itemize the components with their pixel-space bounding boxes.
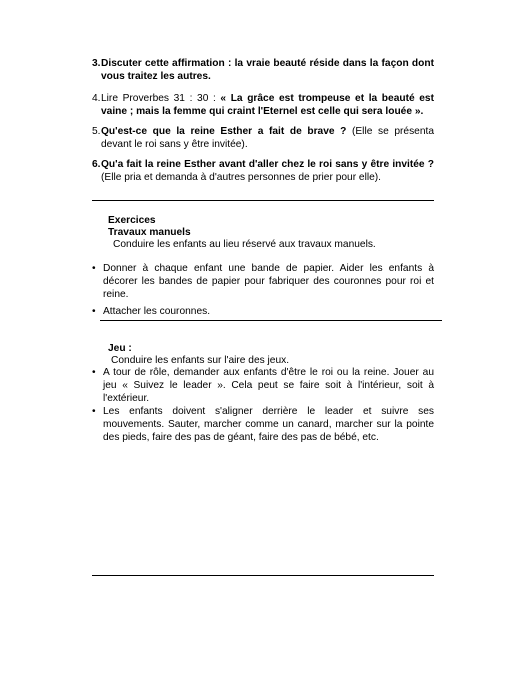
question-number: 5.: [92, 126, 101, 137]
list-item: • A tour de rôle, demander aux enfants d'être le roi ou la reine. Jouer au jeu « Suivez le leader ». Cela peut se faire soit à l'intérieur, soit à l'extérieur.: [92, 367, 434, 404]
travaux-manuels-list: [92, 262, 434, 322]
bullet-icon: •: [92, 263, 96, 274]
question-text: Discuter cette affirmation : la vraie beauté réside dans la façon dont vous traitez les autres.: [101, 58, 434, 82]
question-number: 6.: [92, 159, 101, 170]
question-3: [92, 57, 434, 83]
exercices-intro: Conduire les enfants au lieu réservé aux travaux manuels.: [113, 239, 376, 250]
bullet-icon: •: [92, 367, 96, 378]
question-text-plain: Lire Proverbes 31 : 30 :: [101, 93, 221, 104]
bullet-icon: •: [92, 406, 96, 417]
bottom-divider: [92, 575, 434, 576]
question-text-bold: Qu'a fait la reine Esther avant d'aller chez le roi sans y être invitée ?: [101, 159, 434, 170]
list-item: • Donner à chaque enfant une bande de papier. Aider les enfants à décorer les bandes de papier pour fabriquer des couronnes pour roi et reine.: [92, 263, 434, 300]
bullet-icon: •: [92, 306, 96, 317]
question-text-bold: « La grâce est trompeuse et la beauté est vaine ; mais la femme qui craint l'Eternel est celle qui sera louée ».: [101, 93, 434, 117]
question-text-bold: Qu'est-ce que la reine Esther a fait de brave ?: [101, 126, 347, 137]
question-5: [92, 125, 434, 151]
jeu-list: [92, 366, 434, 444]
exercices-heading: Exercices: [108, 215, 156, 226]
question-answer: (Elle se présenta devant le roi sans y être invitée).: [101, 126, 434, 150]
question-number: 4.: [92, 93, 101, 104]
question-6: [92, 158, 434, 184]
question-4: [92, 92, 434, 118]
question-answer: (Elle pria et demanda à d'autres personnes de prier pour elle).: [101, 172, 381, 183]
list-item: • Attacher les couronnes.: [92, 306, 211, 317]
jeu-intro: Conduire les enfants sur l'aire des jeux.: [111, 355, 290, 366]
travaux-manuels-heading: Travaux manuels: [108, 227, 191, 238]
section-divider: [92, 200, 434, 201]
section-divider: [100, 320, 442, 321]
list-item: • Les enfants doivent s'aligner derrière le leader et suivre ses mouvements. Sauter, marcher comme un canard, marcher sur la pointe des pieds, faire des pas de géant, faire des pas de bébé, etc.: [92, 406, 434, 443]
question-number: 3.: [92, 58, 101, 69]
jeu-heading: Jeu :: [108, 343, 132, 354]
